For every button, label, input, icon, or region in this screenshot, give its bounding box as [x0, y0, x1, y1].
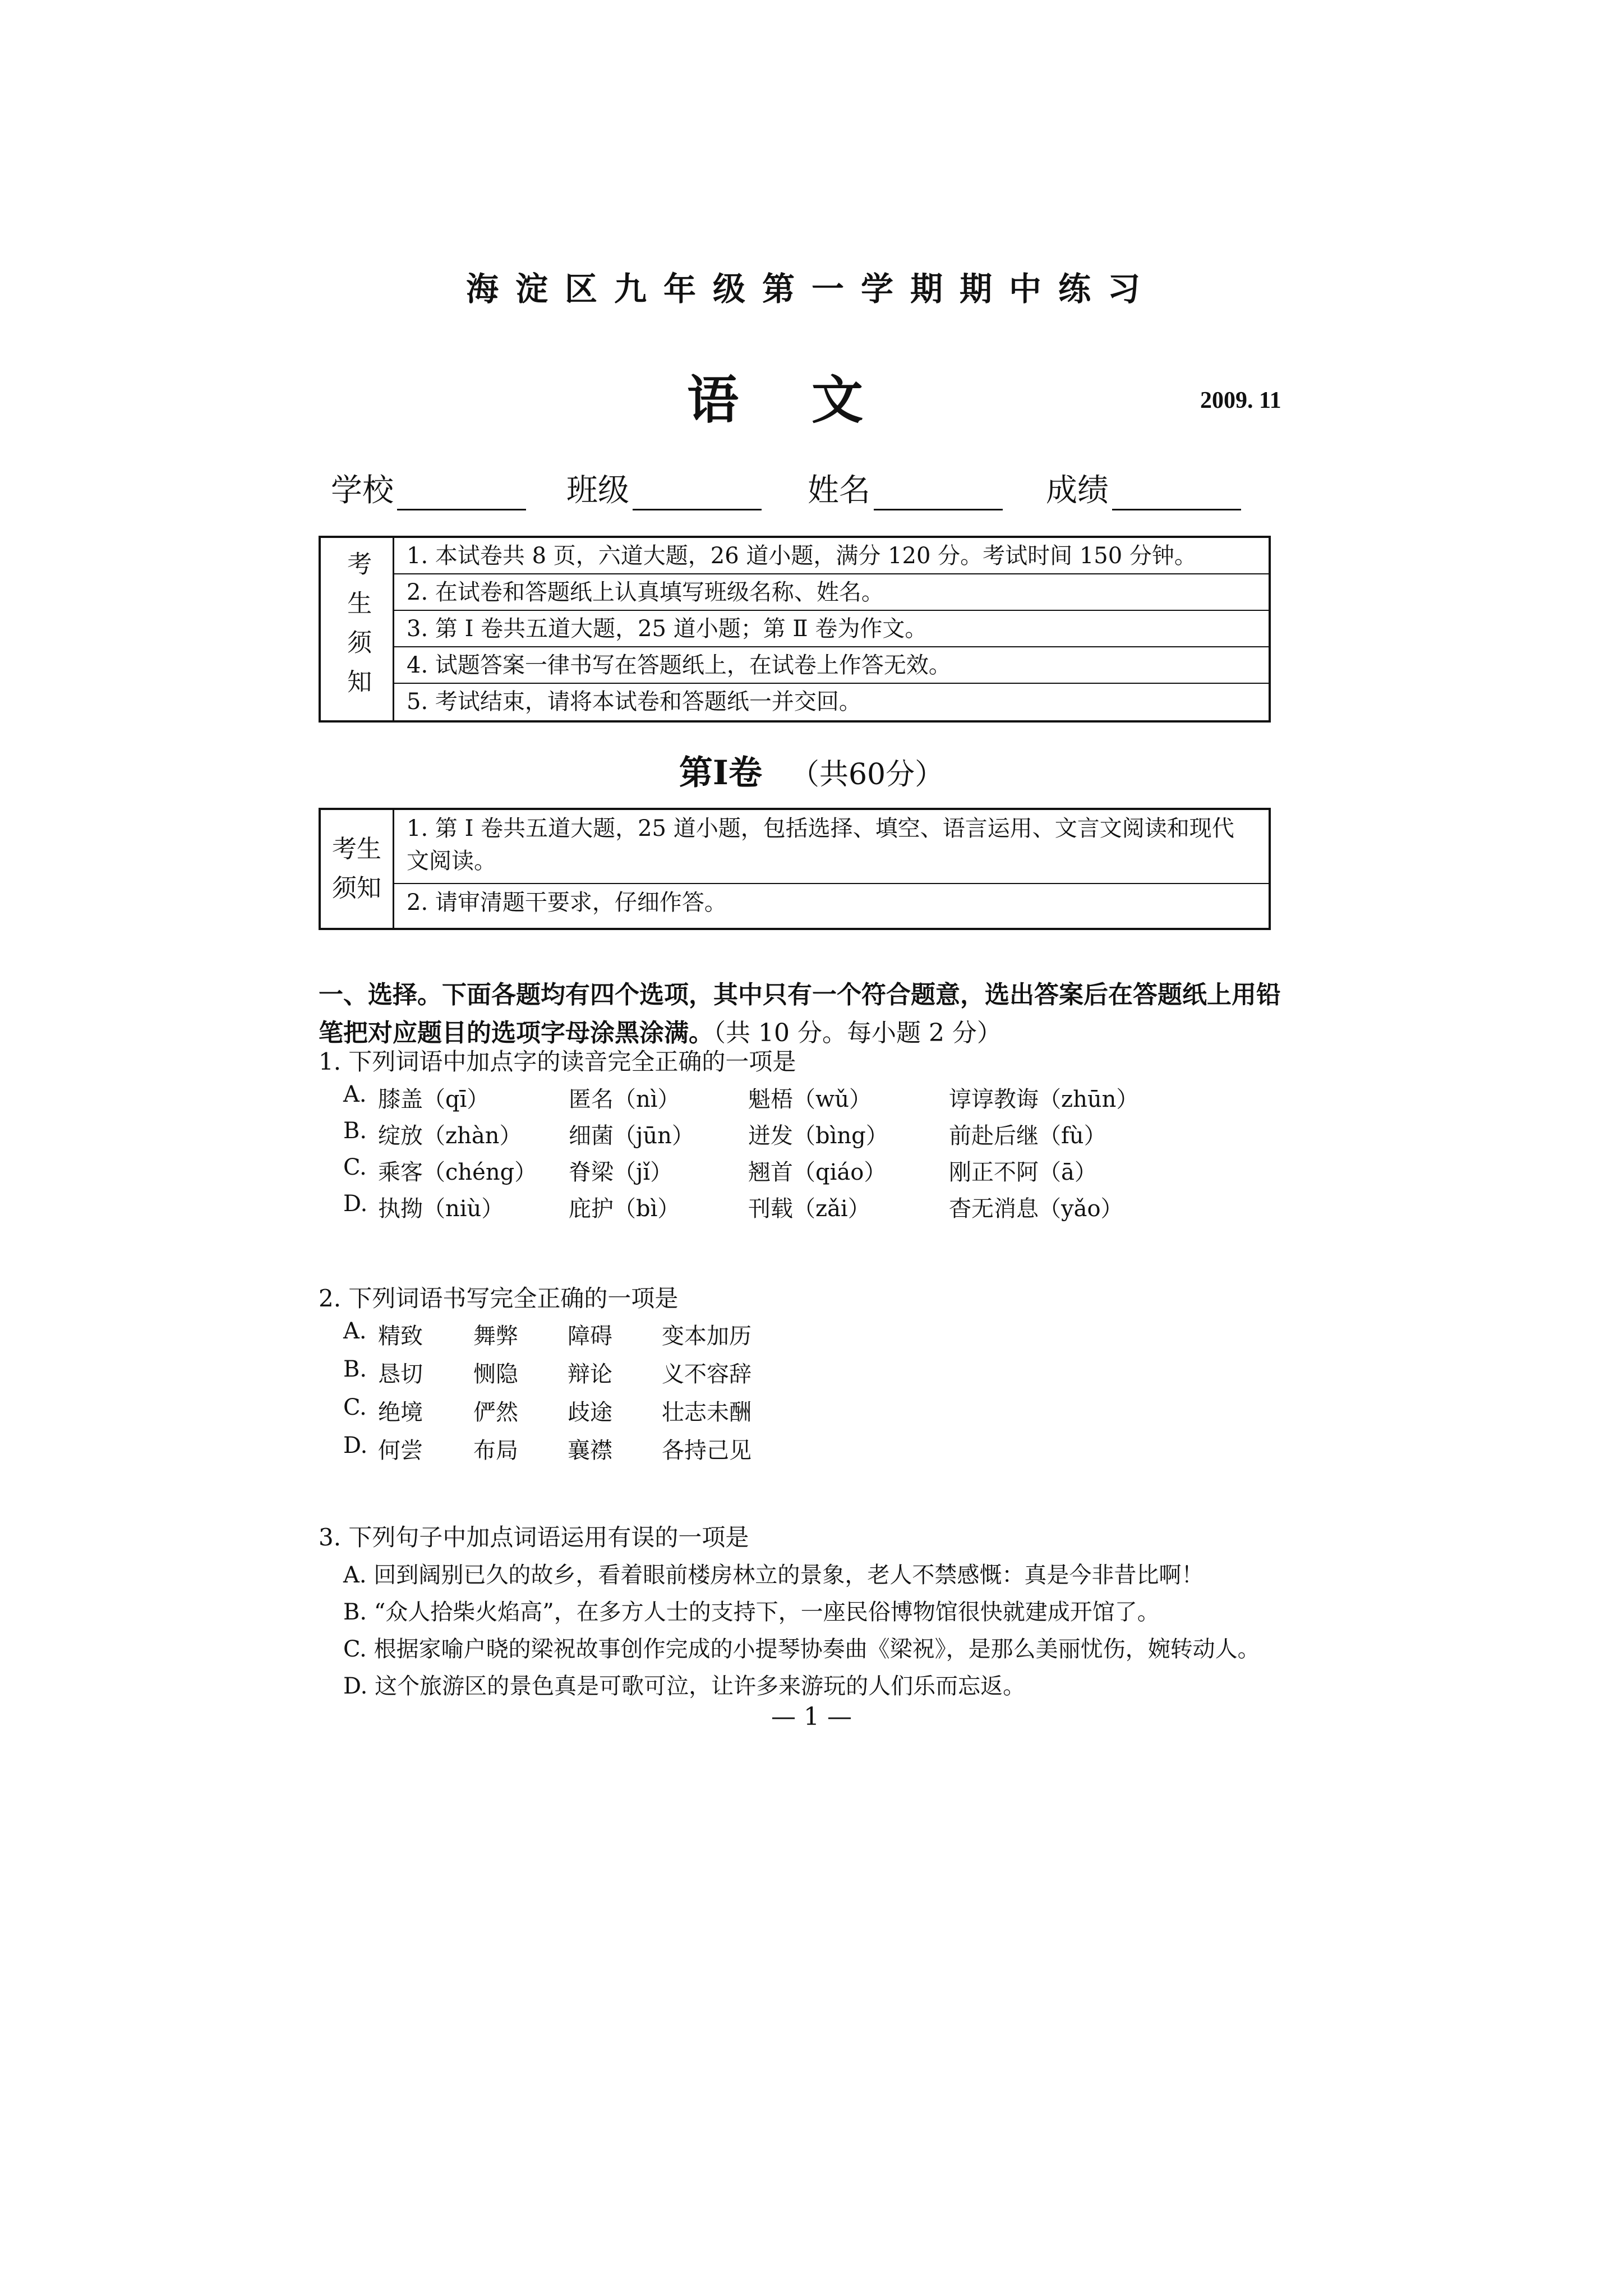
exam-notice-box	[319, 536, 1271, 723]
option-word: 魁梧（wǔ）	[748, 1087, 872, 1112]
option-word: 谆谆教诲（zhūn）	[949, 1087, 1139, 1112]
score-blank[interactable]	[1112, 480, 1241, 510]
option-word: 杳无消息（yǎo）	[949, 1196, 1123, 1222]
school-blank[interactable]	[397, 480, 526, 510]
option-word: 绝境	[378, 1400, 423, 1425]
question-2-stem: 2. 下列词语书写完全正确的一项是	[319, 1285, 679, 1312]
question-3-stem: 3. 下列句子中加点词语运用有误的一项是	[319, 1524, 749, 1551]
option-word: 翘首（qiáo）	[748, 1159, 887, 1185]
option-word: 布局	[473, 1438, 518, 1464]
option-word: 脊梁（jǐ）	[569, 1159, 673, 1185]
class-field[interactable]	[566, 466, 762, 510]
option-letter: A.	[343, 1318, 367, 1344]
name-field[interactable]	[808, 466, 1003, 510]
option-word: 襄襟	[568, 1438, 612, 1464]
option-word: 俨然	[473, 1400, 518, 1425]
q3-option-a[interactable]: A. 回到阔别已久的故乡，看着眼前楼房林立的景象，老人不禁感慨：真是今非昔比啊！	[343, 1562, 1204, 1588]
notice-items	[394, 810, 1269, 928]
option-word: 刊载（zǎi）	[748, 1196, 870, 1222]
notice-item: 3. 第 Ⅰ 卷共五道大题，25 道小题；第 Ⅱ 卷为作文。	[394, 611, 1269, 647]
subject-title: 语文	[686, 370, 936, 430]
school-field[interactable]	[331, 466, 526, 510]
option-letter: C.	[343, 1395, 367, 1420]
option-letter: D.	[343, 1191, 368, 1217]
option-word: 壮志未酬	[662, 1400, 751, 1425]
option-word: 障碍	[568, 1323, 612, 1349]
option-word: 迸发（bìng）	[748, 1123, 888, 1149]
option-letter: D.	[343, 1433, 368, 1458]
part1-heading	[0, 746, 1623, 794]
notice-label-line: 考生	[332, 834, 381, 863]
option-word: 变本加历	[662, 1323, 751, 1349]
notice-item: 2. 在试卷和答题纸上认真填写班级名称、姓名。	[394, 574, 1269, 611]
school-label: 学校	[331, 472, 394, 509]
option-word: 恻隐	[473, 1361, 518, 1387]
section1-heading	[319, 976, 1283, 1052]
class-label: 班级	[566, 472, 629, 509]
question-1-stem: 1. 下列词语中加点字的读音完全正确的一项是	[319, 1048, 796, 1075]
name-label: 姓名	[808, 472, 870, 509]
exam-date: 2009. 11	[1200, 388, 1281, 413]
option-word: 绽放（zhàn）	[378, 1123, 522, 1149]
notice-item: 5. 考试结束，请将本试卷和答题纸一并交回。	[407, 688, 861, 715]
option-word: 何尝	[378, 1438, 423, 1464]
score-field[interactable]	[1046, 466, 1241, 510]
option-word: 义不容辞	[662, 1361, 751, 1387]
option-word: 各持己见	[662, 1438, 751, 1464]
notice-item: 4. 试题答案一律书写在答题纸上，在试卷上作答无效。	[394, 647, 1269, 684]
part1-notice-box	[319, 808, 1271, 930]
option-word: 歧途	[568, 1400, 612, 1425]
option-word: 辩论	[568, 1361, 612, 1387]
notice-label: 考生须知	[321, 538, 394, 720]
option-word: 乘客（chéng）	[378, 1159, 537, 1185]
q3-option-d[interactable]: D. 这个旅游区的景色真是可歌可泣，让许多来游玩的人们乐而忘返。	[343, 1673, 1026, 1699]
notice-item: 2. 请审清题干要求，仔细作答。	[407, 890, 727, 915]
option-letter: B.	[343, 1118, 367, 1144]
section1-instructions: 一、选择。下面各题均有四个选项，其中只有一个符合题意，选出答案后在答题纸上用铅笔把对应题目的选项字母涂黑涂满。	[319, 981, 1281, 1048]
exam-title: 海淀区九年级第一学期期中练习	[465, 270, 1157, 308]
option-word: 执拗（niù）	[378, 1196, 504, 1222]
part1-title: 第Ⅰ卷	[679, 753, 762, 793]
notice-label-line: 须知	[332, 874, 381, 903]
option-letter: C.	[343, 1154, 367, 1180]
option-word: 膝盖（qī）	[378, 1087, 490, 1112]
option-word: 刚正不阿（ā）	[949, 1159, 1097, 1185]
q3-option-b[interactable]: B. “众人拾柴火焰高”，在多方人士的支持下，一座民俗博物馆很快就建成开馆了。	[343, 1599, 1160, 1625]
q3-option-c[interactable]: C. 根据家喻户晓的梁祝故事创作完成的小提琴协奏曲《梁祝》，是那么美丽忧伤，婉转动人。	[343, 1636, 1260, 1662]
notice-label	[321, 810, 394, 928]
class-blank[interactable]	[633, 480, 762, 510]
option-word: 细菌（jūn）	[569, 1123, 694, 1149]
option-word: 前赴后继（fù）	[949, 1123, 1106, 1149]
option-word: 庇护（bì）	[569, 1196, 680, 1222]
notice-items	[394, 538, 1269, 720]
name-blank[interactable]	[874, 480, 1003, 510]
page-number: — 1 —	[771, 1703, 852, 1731]
option-word: 舞弊	[473, 1323, 518, 1349]
section1-points: （共 10 分。每小题 2 分）	[713, 1019, 1002, 1048]
option-letter: A.	[343, 1082, 367, 1107]
notice-item: 1. 第 Ⅰ 卷共五道大题，25 道小题，包括选择、填空、语言运用、文言文阅读和现代文阅读。	[394, 810, 1269, 884]
option-word: 匿名（nì）	[569, 1087, 680, 1112]
option-word: 精致	[378, 1323, 423, 1349]
score-label: 成绩	[1046, 472, 1109, 509]
notice-item: 1. 本试卷共 8 页，六道大题，26 道小题，满分 120 分。考试时间 150 分钟。	[394, 538, 1269, 574]
option-letter: B.	[343, 1356, 367, 1382]
part1-points: （共60分）	[790, 758, 944, 792]
option-word: 恳切	[378, 1361, 423, 1387]
